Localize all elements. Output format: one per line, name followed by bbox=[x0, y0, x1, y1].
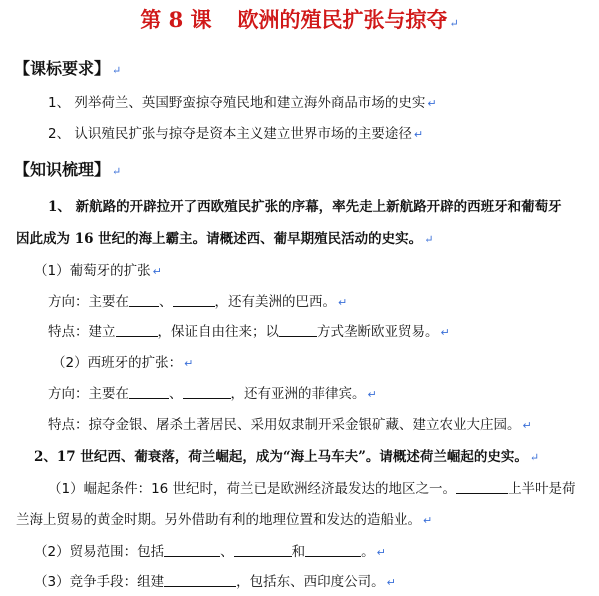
blank-line bbox=[116, 323, 158, 337]
blank-line bbox=[279, 323, 317, 337]
blank-line bbox=[129, 385, 169, 399]
blank-line bbox=[456, 480, 508, 494]
paragraph-mark-icon: ↵ bbox=[184, 357, 194, 370]
netherlands-trade: （2）贸易范围：包括 、 和 。 ↵ bbox=[34, 544, 386, 560]
portugal-feature: 特点：建立 ，保证自由往来；以 方式垄断欧亚贸易。 ↵ bbox=[48, 324, 450, 340]
lesson-title bbox=[0, 6, 599, 38]
blank-line bbox=[183, 385, 231, 399]
blank-line bbox=[129, 293, 159, 307]
blank-line bbox=[305, 543, 361, 557]
paragraph-mark-icon: ↵ bbox=[152, 265, 162, 278]
netherlands-compete: （3）竞争手段：组建 ，包括东、西印度公司。 ↵ bbox=[34, 574, 396, 590]
paragraph-mark-icon: ↵ bbox=[112, 165, 122, 178]
netherlands-rise-line-2: 兰海上贸易的黄金时期。另外借助有利的地理位置和发达的造船业。 ↵ bbox=[16, 512, 433, 528]
paragraph-mark-icon: ↵ bbox=[112, 64, 122, 77]
paragraph-mark-icon: ↵ bbox=[423, 514, 433, 527]
paragraph-mark-icon: ↵ bbox=[427, 97, 437, 110]
knowledge-heading: 【知识梳理】 ↵ bbox=[14, 160, 122, 179]
question-2: 2、17 世纪西、葡衰落，荷兰崛起，成为“海上马车夫”。请概述荷兰崛起的史实。 ↵ bbox=[34, 449, 540, 465]
portugal-direction: 方向：主要在 、 ，还有美洲的巴西。 ↵ bbox=[48, 294, 348, 310]
blank-line bbox=[234, 543, 292, 557]
paragraph-mark-icon: ↵ bbox=[529, 451, 540, 464]
netherlands-rise-line-1: （1）崛起条件：16 世纪时，荷兰已是欧洲经济最发达的地区之一。 上半叶是荷 bbox=[48, 481, 576, 497]
paragraph-mark-icon: ↵ bbox=[376, 546, 386, 559]
paragraph-mark-icon: ↵ bbox=[367, 388, 377, 401]
spain-direction: 方向：主要在 、 ，还有亚洲的菲律宾。 ↵ bbox=[48, 386, 377, 402]
paragraph-mark-icon: ↵ bbox=[449, 17, 459, 30]
paragraph-mark-icon: ↵ bbox=[413, 128, 424, 141]
question-1-line-2: 因此成为 16 世纪的海上霸主。请概述西、葡早期殖民活动的史实。 ↵ bbox=[16, 231, 434, 247]
requirements-heading: 【课标要求】 ↵ bbox=[14, 59, 122, 78]
paragraph-mark-icon: ↵ bbox=[440, 326, 450, 339]
spain-feature: 特点：掠夺金银、屠杀土著居民、采用奴隶制开采金银矿藏、建立农业大庄园。 ↵ bbox=[48, 417, 532, 433]
requirement-item-1: 1、 列举荷兰、英国野蛮掠夺殖民地和建立海外商品市场的史实 ↵ bbox=[48, 95, 437, 111]
spain-label: （2）西班牙的扩张： ↵ bbox=[52, 355, 194, 371]
question-1-line-1: 1、 新航路的开辟拉开了西欧殖民扩张的序幕，率先走上新航路开辟的西班牙和葡萄牙 bbox=[48, 199, 562, 215]
paragraph-mark-icon: ↵ bbox=[522, 419, 532, 432]
lesson-number: 第 8 课 bbox=[140, 7, 212, 32]
paragraph-mark-icon: ↵ bbox=[338, 296, 348, 309]
lesson-topic: 欧洲的殖民扩张与掠夺 bbox=[237, 7, 448, 32]
paragraph-mark-icon: ↵ bbox=[424, 233, 434, 246]
blank-line bbox=[173, 293, 215, 307]
blank-line bbox=[164, 543, 220, 557]
requirement-item-2: 2、 认识殖民扩张与掠夺是资本主义建立世界市场的主要途径 ↵ bbox=[48, 126, 424, 142]
portugal-label: （1）葡萄牙的扩张 ↵ bbox=[34, 263, 162, 279]
paragraph-mark-icon: ↵ bbox=[386, 576, 396, 589]
blank-line bbox=[164, 573, 236, 587]
